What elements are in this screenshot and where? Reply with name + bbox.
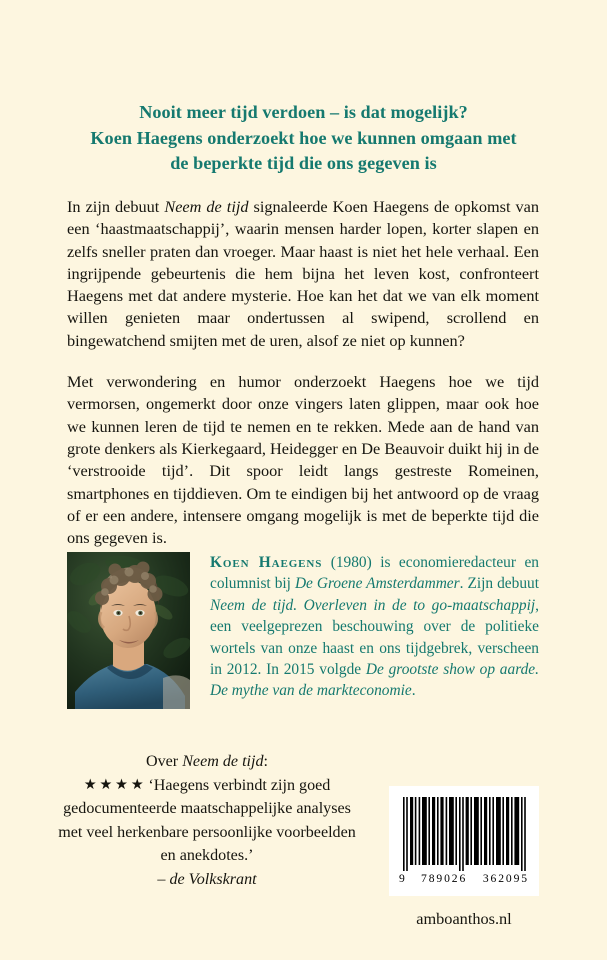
barcode-digits — [399, 872, 529, 885]
author-bio — [210, 552, 539, 702]
review-intro-after: : — [263, 753, 269, 770]
book-title-1: Neem de tijd. Overleven in de to go-maatschappij — [210, 596, 536, 614]
publication-name: De Groene Amsterdammer — [294, 575, 460, 593]
review-quote-text: ‘Haegens verbindt zijn goed gedocumenteerde maatschappelijke analyses met veel herkenbare persoonlijke voorbeelden en anekdotes.’ — [58, 777, 356, 864]
bio-part-4: . — [411, 682, 416, 700]
blurb-paragraph-1 — [67, 196, 539, 352]
publisher-website: amboanthos.nl — [416, 909, 512, 928]
bio-part-1: is economieredacteur en columnist bij — [210, 554, 539, 593]
book-title-2: De grootste show op aarde. De mythe van de markteconomie — [210, 661, 539, 700]
barcode-section — [389, 786, 539, 929]
barcode-digit-group-1: 9 — [399, 872, 406, 885]
barcode-panel — [389, 786, 539, 896]
review-intro — [57, 750, 357, 773]
barcode-digit-group-2: 789026 — [421, 872, 468, 885]
author-birth-year-value: (1980) — [330, 554, 372, 571]
headline-line-2: Koen Haegens onderzoekt hoe we kunnen omgaan met — [90, 127, 517, 148]
blurb-p1-before: In zijn debuut — [67, 197, 165, 216]
bio-part-2: . Zijn debuut — [459, 575, 539, 593]
review-source: – de Volkskrant — [157, 871, 257, 889]
barcode-icon — [399, 795, 529, 871]
barcode-digit-group-3: 362095 — [482, 872, 529, 885]
blurb-paragraph-2: Met verwondering en humor onderzoekt Haegens hoe we tijd vermorsen, ongemerkt door onze vingers laten glippen, maar ook hoe we kunnen leren de tijd te nemen en te rekken. Mede aan de hand van grote denkers als Kierkegaard, Heidegger en De Beauvoir duikt hij in de ‘verstrooide tijd’. Dit spoor leidt langs gestreste Romeinen, smartphones en tijddieven. Om te eindigen bij het antwoord op de vraag of er een andere, intensere omgang mogelijk is met de beperkte tijd die ons gegeven is. — [67, 372, 539, 548]
star-rating-icon: ★★★★ — [83, 777, 147, 794]
avatar — [67, 552, 190, 709]
book-title-inline: Neem de tijd — [164, 197, 249, 216]
blurb-text — [67, 196, 539, 549]
author-section — [67, 552, 539, 709]
headline-line-3: de beperkte tijd die ons gegeven is — [170, 153, 437, 173]
review-quote-block — [57, 750, 357, 891]
headline-line-1: Nooit meer tijd verdoen – is dat mogelijk? — [139, 102, 468, 122]
review-intro-before: Over — [145, 753, 183, 770]
author-name: Koen Haegens — [210, 554, 323, 571]
review-book-title: Neem de tijd — [182, 753, 264, 770]
blurb-p1-after: signaleerde Koen Haegens de opkomst van een ‘haastmaatschappij’, waarin mensen harder lopen, korter slapen en zelfs sneller praten dan vroeger. Maar haast is niet het hele verhaal. Een ingrijpende gebeurtenis die hem bijna het leven kost, confronteert Haegens met dat andere mysterie. Hoe kan het dat we van elk moment willen genieten maar ondertussen al swipend, scrollend en bingewatchend smijten met de uren, alsof ze niet op kunnen? — [67, 197, 540, 350]
author-birth-year — [322, 554, 330, 571]
page-title — [52, 100, 555, 177]
bio-part-3: , een veelgeprezen beschouwing over de politieke wortels van onze haast en ons tijdgebrek, verscheen in 2012. In 2015 volgde — [210, 596, 539, 679]
